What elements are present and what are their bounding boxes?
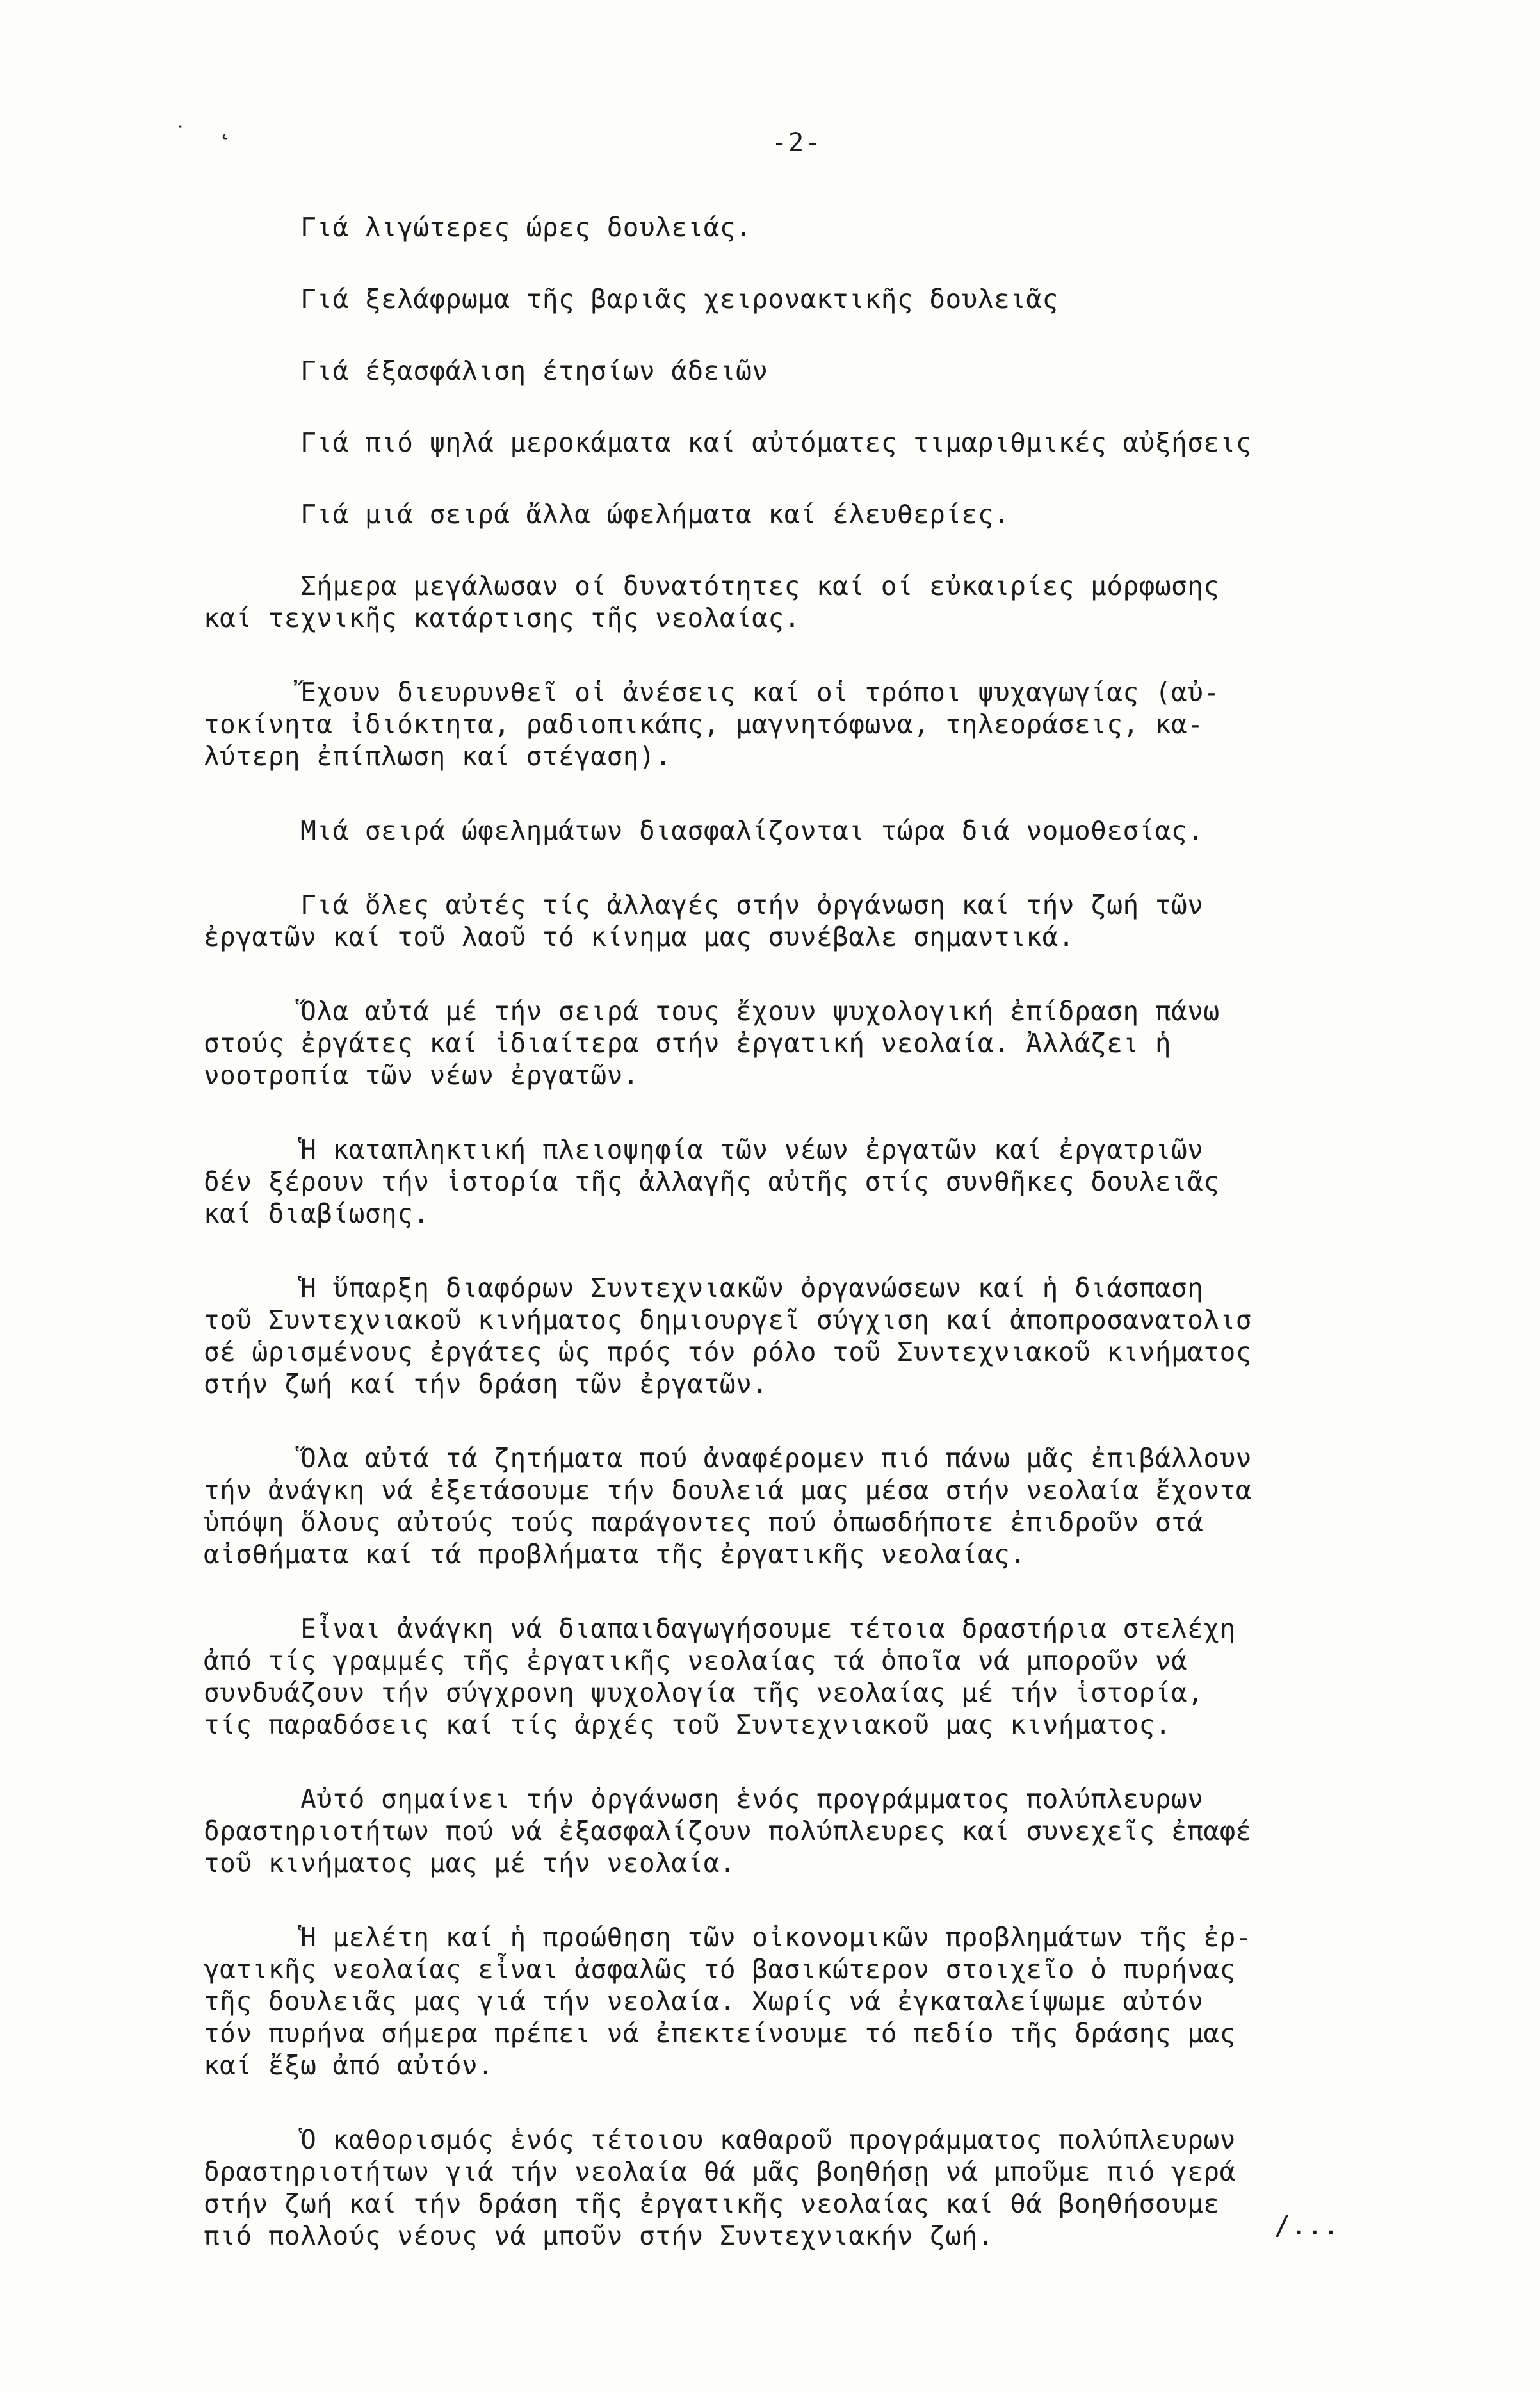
paragraph (204, 1613, 1459, 1741)
paragraph (204, 815, 1459, 847)
text-line: Ὁ καθορισμός ἑνός τέτοιου καθαροῦ προγράμματος πολύπλευρων (204, 2124, 1236, 2155)
paragraph (204, 889, 1459, 953)
text-line: Γιά έξασφάλιση έτησίων άδειῶν (204, 355, 768, 386)
text-line: ὑπόψη ὅλους αὐτούς τούς παράγοντες πού ὀπωσδήποτε ἐπιδροῦν στά (204, 1507, 1204, 1538)
text-line: στήν ζωή καί τήν δράση τῆς ἐργατικῆς νεολαίας καί θά βοηθήσουμε (204, 2188, 1220, 2219)
paragraph (204, 427, 1459, 459)
text-line: Γιά μιά σειρά ἄλλα ώφελήματα καί έλευθερίες. (204, 499, 1010, 530)
text-line: τῆς δουλειᾶς μας γιά τήν νεολαία. Χωρίς νά ἐγκαταλείψωμε αὐτόν (204, 1986, 1204, 2017)
paragraph (204, 570, 1459, 634)
paragraph (204, 2124, 1459, 2252)
text-line: στούς ἐργάτες καί ἰδιαίτερα στήν ἐργατική νεολαία. Ἀλλάζει ἡ (204, 1028, 1172, 1059)
text-line: τοκίνητα ἰδιόκτητα, ραδιοπικάπς, μαγνητόφωνα, τηλεοράσεις, κα- (204, 709, 1204, 740)
text-line: πιό πολλούς νέους νά μποῦν στήν Συντεχνιακήν ζωή. (204, 2220, 994, 2251)
paragraph (204, 1134, 1459, 1230)
text-line: τοῦ κινήματος μας μέ τήν νεολαία. (204, 1848, 736, 1878)
document-body (204, 211, 1459, 2294)
text-line: σέ ὡρισμένους ἐργάτες ὡς πρός τόν ρόλο τοῦ Συντεχνιακοῦ κινήματος (204, 1337, 1252, 1367)
text-line: καί τεχνικῆς κατάρτισης τῆς νεολαίας. (204, 603, 800, 633)
text-line: Σήμερα μεγάλωσαν οί δυνατότητες καί οί εὐκαιρίες μόρφωσης (204, 571, 1220, 601)
text-line: τόν πυρήνα σήμερα πρέπει νά ἐπεκτείνουμε τό πεδίο τῆς δράσης μας (204, 2018, 1236, 2049)
text-line: τήν ἀνάγκη νά ἐξετάσουμε τήν δουλειά μας μέσα στήν νεολαία ἔχοντα (204, 1475, 1252, 1506)
text-line: Εἶναι ἀνάγκη νά διαπαιδαγωγήσουμε τέτοια δραστήρια στελέχη (204, 1613, 1236, 1644)
text-line: νοοτροπία τῶν νέων ἐργατῶν. (204, 1060, 639, 1091)
paragraph (204, 676, 1459, 772)
text-line: δέν ξέρουν τήν ἱστορία τῆς ἀλλαγῆς αὐτῆς στίς συνθῆκες δουλειᾶς (204, 1166, 1220, 1197)
paragraph (204, 995, 1459, 1091)
stray-mark: ˙ (173, 122, 188, 150)
text-line: ἐργατῶν καί τοῦ λαοῦ τό κίνημα μας συνέβαλε σημαντικά. (204, 922, 1074, 952)
text-line: γατικῆς νεολαίας εἶναι ἀσφαλῶς τό βασικώτερον στοιχεῖο ὁ πυρήνας (204, 1954, 1236, 1985)
text-line: στήν ζωή καί τήν δράση τῶν ἐργατῶν. (204, 1369, 768, 1399)
paragraph (204, 355, 1459, 387)
text-line: Ἡ ὕπαρξη διαφόρων Συντεχνιακῶν ὀργανώσεων καί ἡ διάσπαση (204, 1273, 1204, 1303)
text-line: δραστηριοτήτων πού νά ἐξασφαλίζουν πολύπλευρες καί συνεχεῖς ἐπαφέ (204, 1816, 1252, 1846)
text-line: καί ἔξω ἀπό αὐτόν. (204, 2050, 494, 2081)
text-line: δραστηριοτήτων γιά τήν νεολαία θά μᾶς βοηθήσῃ νά μποῦμε πιό γερά (204, 2156, 1236, 2187)
paragraph (204, 498, 1459, 530)
text-line: αἰσθήματα καί τά προβλήματα τῆς ἐργατικῆς νεολαίας. (204, 1539, 1026, 1570)
text-line: τοῦ Συντεχνιακοῦ κινήματος δημιουργεῖ σύγχιση καί ἀποπροσανατολισ (204, 1305, 1252, 1335)
paragraph (204, 211, 1459, 243)
text-line: Μιά σειρά ώφελημάτων διασφαλίζονται τώρα διά νομοθεσίας. (204, 815, 1204, 846)
text-line: Ἡ μελέτη καί ἡ προώθηση τῶν οἰκονομικῶν προβλημάτων τῆς ἐρ- (204, 1922, 1252, 1953)
text-line: Γιά ὅλες αὐτές τίς ἀλλαγές στήν ὀργάνωση καί τήν ζωή τῶν (204, 890, 1204, 920)
text-line: Ἡ καταπληκτική πλειοψηφία τῶν νέων ἐργατῶν καί ἐργατριῶν (204, 1134, 1204, 1165)
paragraph (204, 283, 1459, 315)
text-line: τίς παραδόσεις καί τίς ἀρχές τοῦ Συντεχνιακοῦ μας κινήματος. (204, 1709, 1172, 1740)
stray-mark: ˛ (218, 112, 232, 140)
text-line: Γιά ξελάφρωμα τῆς βαριᾶς χειρονακτικῆς δουλειᾶς (204, 284, 1058, 314)
page-number: -2- (772, 128, 822, 158)
text-line: Αὐτό σημαίνει τήν ὀργάνωση ἑνός προγράμματος πολύπλευρων (204, 1784, 1204, 1814)
text-line: Γιά λιγώτερες ώρες δουλειάς. (204, 212, 752, 243)
text-line: συνδυάζουν τήν σύγχρονη ψυχολογία τῆς νεολαίας μέ τήν ἱστορία, (204, 1677, 1204, 1708)
continuation-mark: /... (1274, 2209, 1340, 2241)
text-line: ἀπό τίς γραμμές τῆς ἐργατικῆς νεολαίας τά ὁποῖα νά μποροῦν νά (204, 1645, 1188, 1676)
text-line: Ἔχουν διευρυνθεῖ οἱ ἀνέσεις καί οἱ τρόποι ψυχαγωγίας (αὐ- (204, 677, 1220, 708)
text-line: Ὅλα αὐτά τά ζητήματα πού ἀναφέρομεν πιό πάνω μᾶς ἐπιβάλλουν (204, 1443, 1252, 1474)
paragraph (204, 1272, 1459, 1400)
paragraph (204, 1442, 1459, 1570)
text-line: Γιά πιό ψηλά μεροκάματα καί αὐτόματες τιμαριθμικές αὐξήσεις (204, 427, 1252, 458)
text-line: λύτερη ἐπίπλωση καί στέγαση). (204, 741, 672, 772)
text-line: Ὅλα αὐτά μέ τήν σειρά τους ἔχουν ψυχολογική ἐπίδραση πάνω (204, 996, 1220, 1027)
paragraph (204, 1921, 1459, 2081)
paragraph (204, 1783, 1459, 1879)
text-line: καί διαβίωσης. (204, 1198, 430, 1229)
